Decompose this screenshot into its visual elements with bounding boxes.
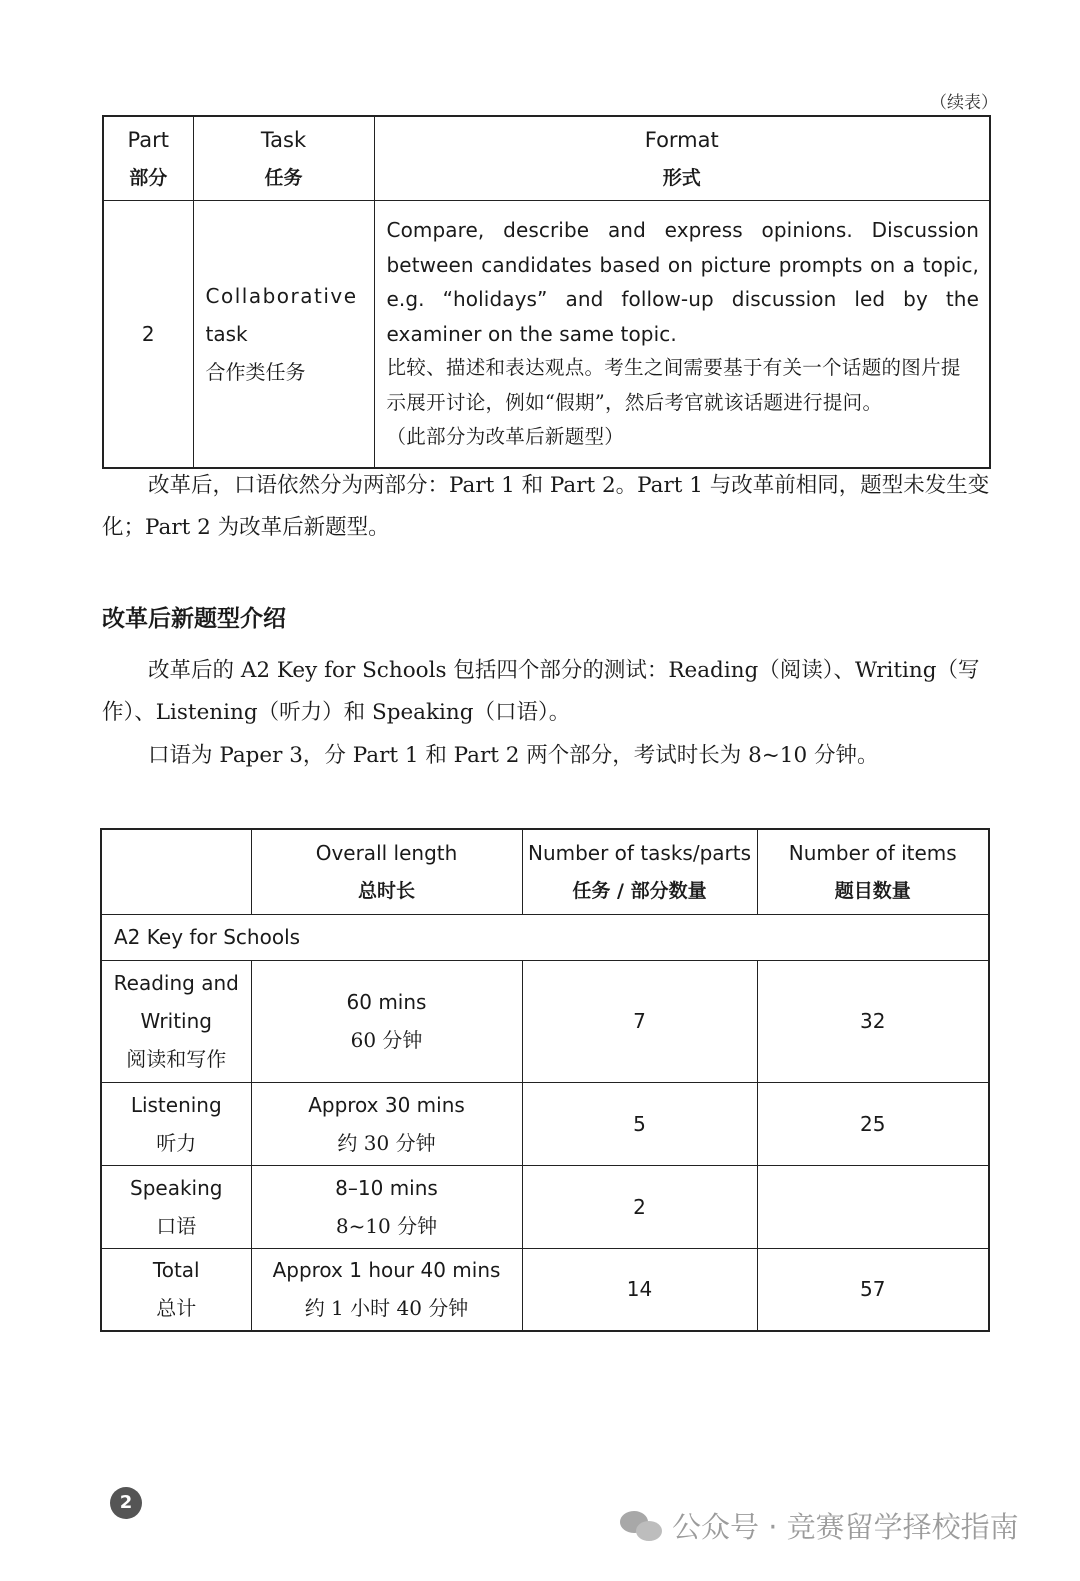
row-label-cn: 总计 xyxy=(156,1296,197,1321)
task-cell xyxy=(193,201,374,469)
row-items: 57 xyxy=(757,1248,989,1331)
row-label-en-1: Reading and xyxy=(113,971,239,995)
header-length-en: Overall length xyxy=(315,840,458,865)
row-length-cn: 约 1 小时 40 分钟 xyxy=(304,1296,469,1321)
task-en-line2: task xyxy=(205,322,248,346)
table-subheader-row xyxy=(101,914,989,960)
header-tasks-cn: 任务 / 部分数量 xyxy=(572,879,707,902)
row-length-en: Approx 30 mins xyxy=(308,1092,465,1117)
header-tasks-en: Number of tasks/parts xyxy=(527,840,752,865)
header-task xyxy=(193,116,374,201)
format-cell xyxy=(374,201,990,469)
part-number: 2 xyxy=(103,201,193,469)
paragraph-3: 口语为 Paper 3，分 Part 1 和 Part 2 两个部分，考试时长为 8~10 分钟。 xyxy=(148,743,879,768)
header-tasks xyxy=(522,829,757,914)
row-length-cn: 60 分钟 xyxy=(350,1028,423,1052)
table-header-row xyxy=(103,116,990,201)
row-tasks: 14 xyxy=(522,1248,757,1331)
row-label-en-1: Total xyxy=(152,1258,200,1283)
row-length xyxy=(251,960,522,1082)
table-row xyxy=(101,1248,989,1331)
row-tasks: 7 xyxy=(522,960,757,1082)
header-part-cn: 部分 xyxy=(129,166,168,189)
header-items-cn: 题目数量 xyxy=(834,879,911,902)
row-length-en: Approx 1 hour 40 mins xyxy=(272,1258,501,1283)
row-label-en-1: Speaking xyxy=(130,1175,223,1200)
row-label-en-1: Listening xyxy=(130,1092,222,1117)
row-tasks: 2 xyxy=(522,1165,757,1248)
row-items: 32 xyxy=(757,960,989,1082)
header-length-cn: 总时长 xyxy=(357,879,415,902)
speaking-part-table xyxy=(102,115,991,469)
row-label xyxy=(101,1165,251,1248)
table-row xyxy=(101,1165,989,1248)
watermark xyxy=(620,1505,1019,1546)
format-cn: 比较、描述和表达观点。考生之间需要基于有关一个话题的图片提示展开讨论，例如“假期”，然后考官就该话题进行提问。 xyxy=(386,356,961,414)
row-label xyxy=(101,1082,251,1165)
header-format-cn: 形式 xyxy=(662,166,701,189)
header-part-en: Part xyxy=(127,127,169,152)
header-empty xyxy=(101,829,251,914)
header-task-cn: 任务 xyxy=(264,166,303,189)
row-tasks: 5 xyxy=(522,1082,757,1165)
header-task-en: Task xyxy=(260,127,307,152)
wechat-icon xyxy=(620,1509,664,1543)
task-cn: 合作类任务 xyxy=(205,360,306,384)
format-en: Compare, describe and express opinions. Discussion between candidates based on picture prompts on a topic, e.g. “holidays” and follow-up discussion led by the examiner on the same topic. xyxy=(386,218,979,346)
row-length xyxy=(251,1165,522,1248)
row-length-en: 60 mins xyxy=(346,990,427,1014)
format-note: （此部分为改革后新题型） xyxy=(386,425,625,449)
row-length-cn: 约 30 分钟 xyxy=(337,1130,436,1155)
subheader-cell: A2 Key for Schools xyxy=(101,914,989,960)
row-label-en-2: Writing xyxy=(140,1009,212,1033)
row-items: 25 xyxy=(757,1082,989,1165)
row-length xyxy=(251,1248,522,1331)
row-length xyxy=(251,1082,522,1165)
task-en-line1: Collaborative xyxy=(205,284,358,308)
header-format-en: Format xyxy=(644,127,719,152)
paragraph-1: 改革后，口语依然分为两部分：Part 1 和 Part 2。Part 1 与改革前相同，题型未发生变化；Part 2 为改革后新题型。 xyxy=(102,473,990,540)
table-header-row xyxy=(101,829,989,914)
row-length-cn: 8~10 分钟 xyxy=(335,1213,438,1238)
page-number: 2 xyxy=(110,1487,142,1519)
table-row xyxy=(101,960,989,1082)
row-items xyxy=(757,1165,989,1248)
row-label xyxy=(101,1248,251,1331)
exam-overview-table xyxy=(100,828,990,1332)
paragraph-2: 改革后的 A2 Key for Schools 包括四个部分的测试：Reading（阅读）、Writing（写作）、Listening（听力）和 Speaking（口语）。 xyxy=(102,658,980,725)
continued-label: （续表） xyxy=(930,93,998,113)
row-label xyxy=(101,960,251,1082)
header-length xyxy=(251,829,522,914)
watermark-text: 公众号 · 竞赛留学择校指南 xyxy=(672,1510,1019,1544)
row-label-cn: 听力 xyxy=(156,1130,197,1155)
row-label-cn: 阅读和写作 xyxy=(126,1047,227,1071)
section-heading: 改革后新题型介绍 xyxy=(102,605,286,632)
row-length-en: 8–10 mins xyxy=(335,1175,438,1200)
header-part xyxy=(103,116,193,201)
row-label-cn: 口语 xyxy=(156,1213,197,1238)
header-items xyxy=(757,829,989,914)
header-items-en: Number of items xyxy=(788,840,957,865)
table-row xyxy=(103,201,990,469)
table-row xyxy=(101,1082,989,1165)
header-format xyxy=(374,116,990,201)
